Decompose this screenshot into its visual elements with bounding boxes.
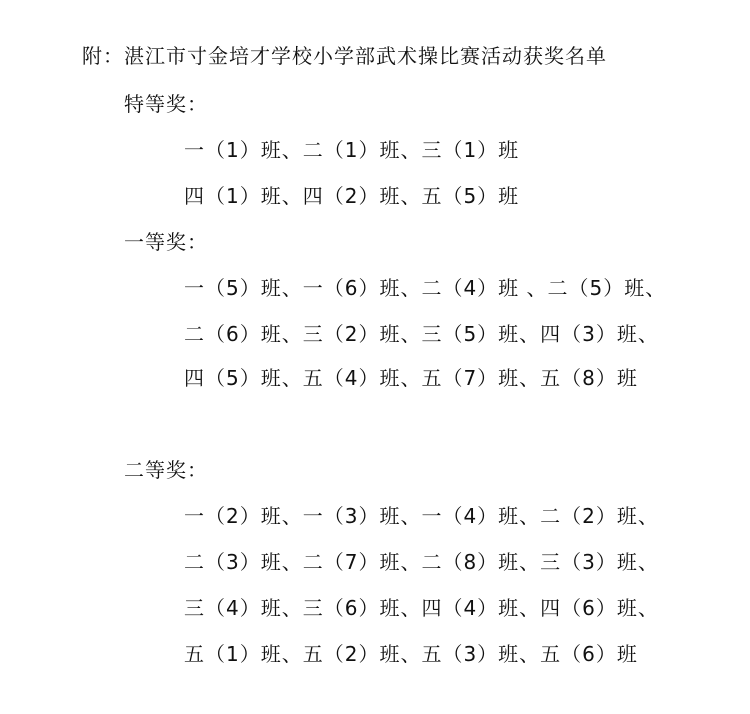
section-heading-second-prize: 二等奖： (124, 458, 208, 482)
section-heading-first-prize: 一等奖： (124, 230, 208, 254)
award-line: 五（1）班、五（2）班、五（3）班、五（6）班 (184, 642, 638, 666)
award-line: 一（5）班、一（6）班、二（4）班 、二（5）班、 (184, 276, 667, 300)
award-line: 四（1）班、四（2）班、五（5）班 (184, 184, 520, 208)
award-line: 一（1）班、二（1）班、三（1）班 (184, 138, 520, 162)
award-line: 三（4）班、三（6）班、四（4）班、四（6）班、 (184, 596, 659, 620)
award-line: 一（2）班、一（3）班、一（4）班、二（2）班、 (184, 504, 659, 528)
award-line: 二（6）班、三（2）班、三（5）班、四（3）班、 (184, 322, 659, 346)
document-title: 附：湛江市寸金培才学校小学部武术操比赛活动获奖名单 (82, 44, 607, 68)
award-line: 二（3）班、二（7）班、二（8）班、三（3）班、 (184, 550, 659, 574)
award-line: 四（5）班、五（4）班、五（7）班、五（8）班 (184, 366, 638, 390)
section-heading-special-prize: 特等奖： (124, 92, 208, 116)
